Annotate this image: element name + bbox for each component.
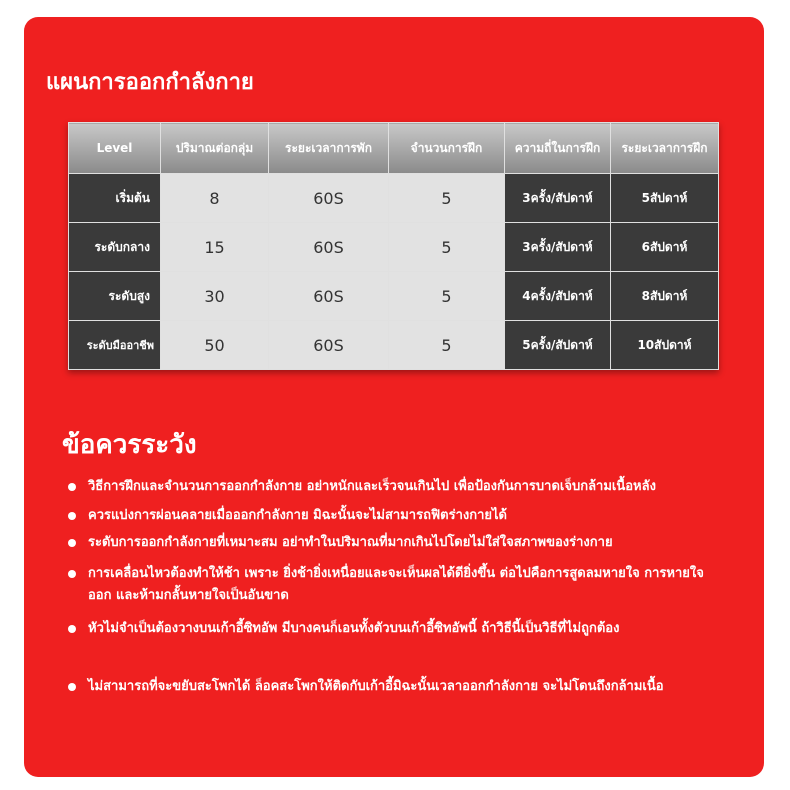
- amount-cell: 50: [161, 321, 269, 370]
- list-item: [66, 532, 718, 554]
- sets-cell: 5: [389, 321, 505, 370]
- rest-cell: 60S: [269, 272, 389, 321]
- frequency-cell: 5ครั้ง/สัปดาห์: [505, 321, 611, 370]
- table-row: [69, 272, 719, 321]
- level-cell: เริ่มต้น: [69, 174, 161, 223]
- amount-cell: 8: [161, 174, 269, 223]
- caution-text: การเคลื่อนไหวต้องทำให้ช้า เพราะ ยิ่งช้ายิ่งเหนื่อยและจะเห็นผลได้ดียิ่งขึ้น ต่อไปคือการสูดลมหายใจ การหายใจออก และห้ามกลั้นหายใจเป็นอันขาด: [88, 566, 704, 603]
- sets-cell: 5: [389, 272, 505, 321]
- frequency-cell: 4ครั้ง/สัปดาห์: [505, 272, 611, 321]
- bullet-icon: [68, 539, 76, 547]
- level-cell: ระดับมืออาชีพ: [69, 321, 161, 370]
- table-row: [69, 321, 719, 370]
- duration-cell: 8สัปดาห์: [611, 272, 719, 321]
- list-item: [66, 505, 718, 527]
- level-cell: ระดับสูง: [69, 272, 161, 321]
- rest-cell: 60S: [269, 223, 389, 272]
- sets-cell: 5: [389, 174, 505, 223]
- caution-text: หัวไม่จำเป็นต้องวางบนเก้าอี้ซิทอัพ มีบางคนก็เอนทั้งตัวบนเก้าอี้ซิทอัพนี้ ถ้าวิธีนี้เป็นวิธีที่ไม่ถูกต้อง: [88, 621, 620, 636]
- workout-plan-table: [68, 122, 719, 370]
- list-item: [66, 476, 718, 498]
- header-amount-per-set: ปริมาณต่อกลุ่ม: [161, 123, 269, 174]
- frequency-cell: 3ครั้ง/สัปดาห์: [505, 174, 611, 223]
- header-level: Level: [69, 123, 161, 174]
- table-header-row: [69, 123, 719, 174]
- duration-cell: 6สัปดาห์: [611, 223, 719, 272]
- bullet-icon: [68, 625, 76, 633]
- table-row: [69, 223, 719, 272]
- caution-text: ระดับการออกกำลังกายที่เหมาะสม อย่าทำในปริมาณที่มากเกินไปโดยไม่ใส่ใจสภาพของร่างกาย: [88, 535, 613, 550]
- header-sets: จำนวนการฝึก: [389, 123, 505, 174]
- list-item: [66, 676, 718, 698]
- frequency-cell: 3ครั้ง/สัปดาห์: [505, 223, 611, 272]
- header-rest-time: ระยะเวลาการพัก: [269, 123, 389, 174]
- rest-cell: 60S: [269, 174, 389, 223]
- bullet-icon: [68, 570, 76, 578]
- duration-cell: 10สัปดาห์: [611, 321, 719, 370]
- sets-cell: 5: [389, 223, 505, 272]
- list-item: [66, 618, 718, 640]
- level-cell: ระดับกลาง: [69, 223, 161, 272]
- duration-cell: 5สัปดาห์: [611, 174, 719, 223]
- bullet-icon: [68, 683, 76, 691]
- amount-cell: 15: [161, 223, 269, 272]
- header-duration: ระยะเวลาการฝึก: [611, 123, 719, 174]
- list-item: [66, 563, 718, 607]
- caution-title: ข้อควรระวัง: [62, 430, 197, 460]
- table-row: [69, 174, 719, 223]
- page-title: แผนการออกกำลังกาย: [46, 70, 254, 95]
- caution-text: ไม่สามารถที่จะขยับสะโพกได้ ล็อคสะโพกให้ติดกับเก้าอี้มิฉะนั้นเวลาออกกำลังกาย จะไม่โดนถึงกล้ามเนื้อ: [88, 679, 664, 694]
- caution-text: วิธีการฝึกและจำนวนการออกกำลังกาย อย่าหนักและเร็วจนเกินไป เพื่อป้องกันการบาดเจ็บกล้ามเนื้อหลัง: [88, 479, 656, 494]
- bullet-icon: [68, 483, 76, 491]
- amount-cell: 30: [161, 272, 269, 321]
- rest-cell: 60S: [269, 321, 389, 370]
- header-frequency: ความถี่ในการฝึก: [505, 123, 611, 174]
- caution-text: ควรแบ่งการผ่อนคลายเมื่อออกกำลังกาย มิฉะนั้นจะไม่สามารถฟิตร่างกายได้: [88, 508, 507, 523]
- bullet-icon: [68, 512, 76, 520]
